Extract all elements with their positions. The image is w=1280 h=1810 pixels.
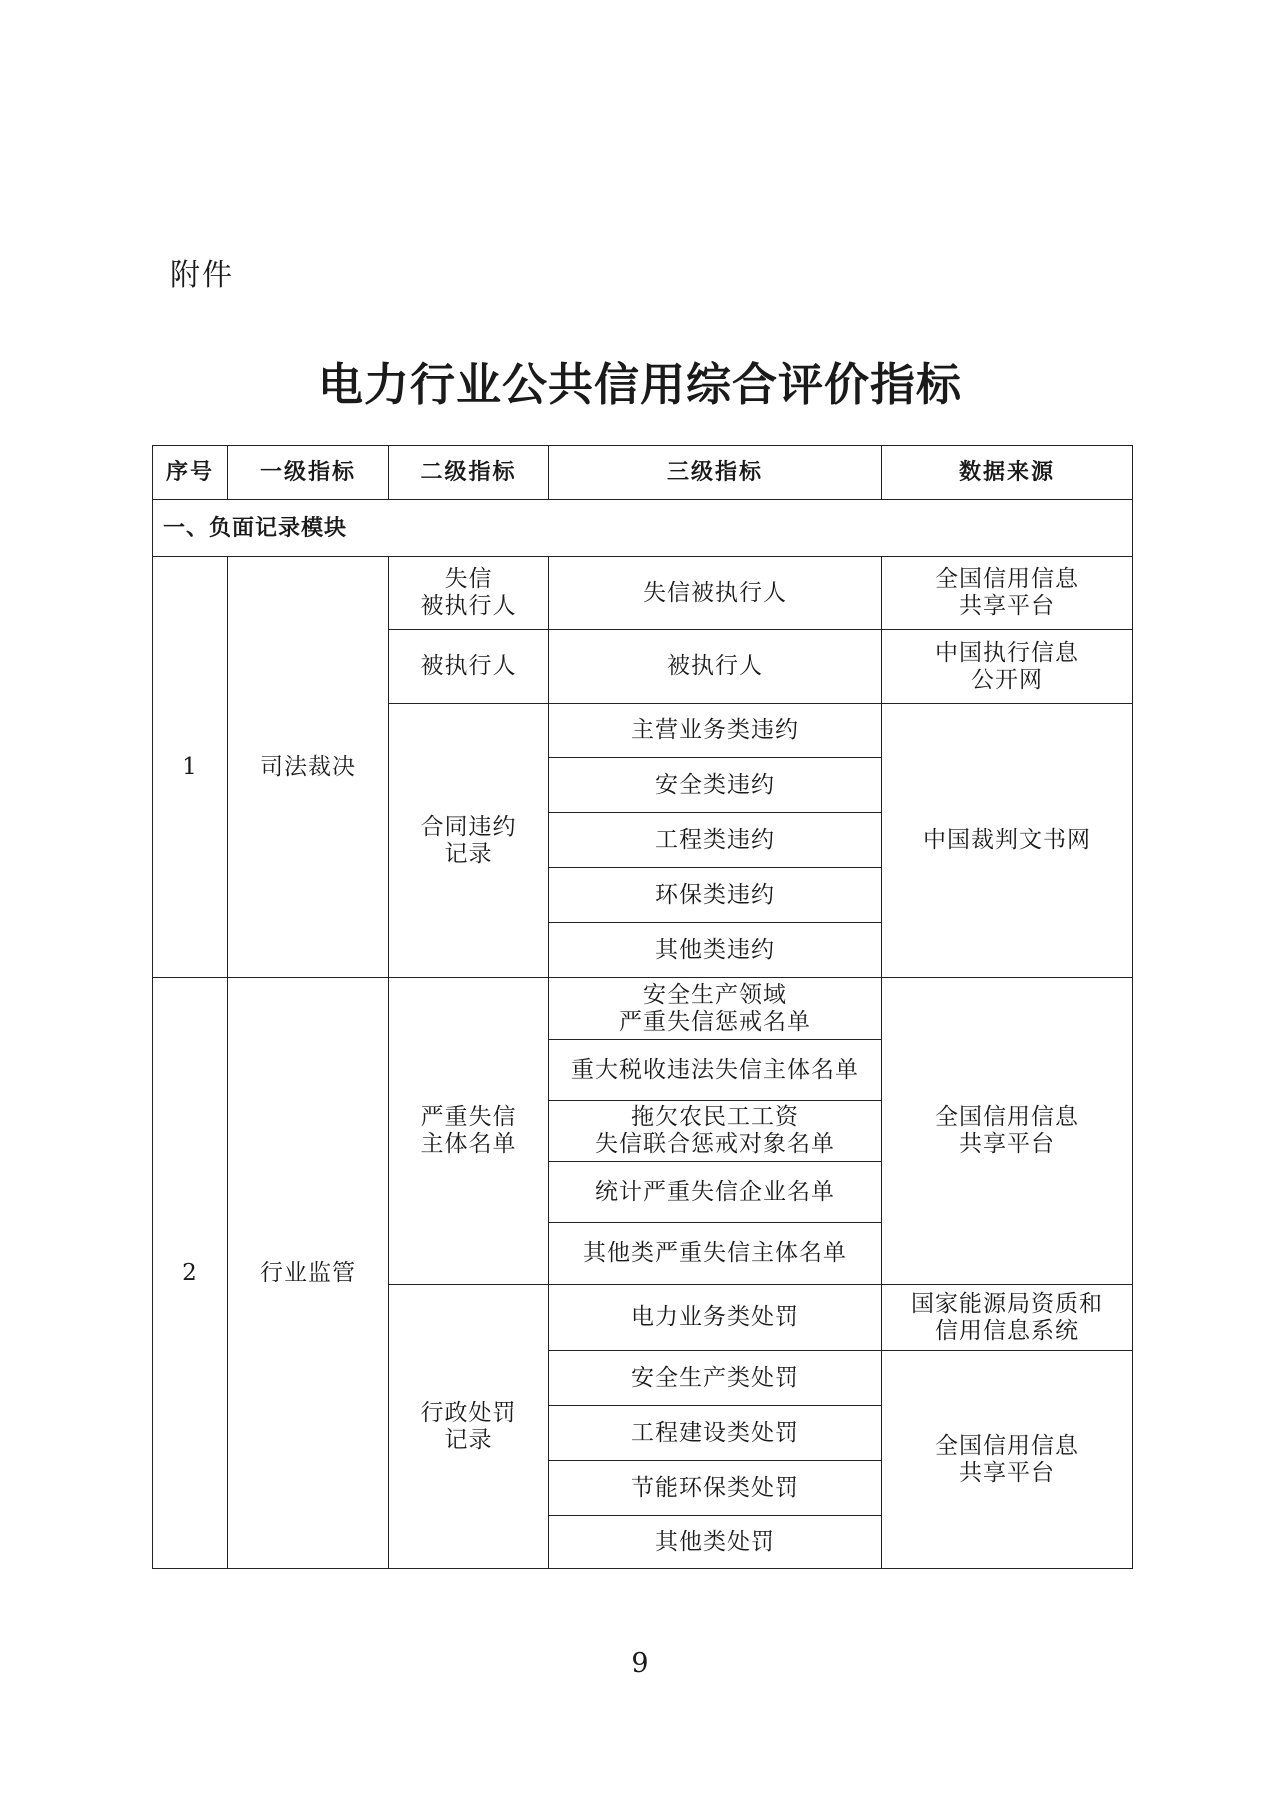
level3-cell: 失信被执行人 (549, 557, 882, 630)
level3-cell: 被执行人 (549, 630, 882, 704)
level3-cell: 工程类违约 (549, 813, 882, 868)
level3-cell: 电力业务类处罚 (549, 1285, 882, 1351)
header-seq: 序号 (153, 446, 228, 500)
level2-cell: 合同违约 记录 (389, 704, 549, 978)
level3-cell: 统计严重失信企业名单 (549, 1162, 882, 1223)
source-cell: 全国信用信息 共享平台 (882, 1351, 1133, 1569)
header-level3: 三级指标 (549, 446, 882, 500)
level3-cell: 安全类违约 (549, 758, 882, 813)
indicator-table (152, 445, 1133, 1569)
source-cell: 全国信用信息 共享平台 (882, 557, 1133, 630)
source-cell: 国家能源局资质和 信用信息系统 (882, 1285, 1133, 1351)
level3-cell: 安全生产类处罚 (549, 1351, 882, 1406)
level2-cell: 被执行人 (389, 630, 549, 704)
header-level1: 一级指标 (228, 446, 389, 500)
section-row (153, 500, 1133, 557)
level3-cell: 重大税收违法失信主体名单 (549, 1040, 882, 1101)
source-cell: 中国裁判文书网 (882, 704, 1133, 978)
table-header-row (153, 446, 1133, 500)
level3-cell: 节能环保类处罚 (549, 1461, 882, 1516)
level2-cell: 严重失信 主体名单 (389, 978, 549, 1285)
section-title: 一、负面记录模块 (153, 500, 1133, 557)
level3-cell: 其他类违约 (549, 923, 882, 978)
level3-cell: 其他类处罚 (549, 1516, 882, 1569)
table-row (153, 557, 1133, 630)
seq-cell: 1 (153, 557, 228, 978)
attachment-label: 附件 (170, 258, 234, 293)
level3-cell: 环保类违约 (549, 868, 882, 923)
source-cell: 中国执行信息 公开网 (882, 630, 1133, 704)
level1-cell: 司法裁决 (228, 557, 389, 978)
source-cell: 全国信用信息 共享平台 (882, 978, 1133, 1285)
level3-cell: 拖欠农民工工资 失信联合惩戒对象名单 (549, 1101, 882, 1162)
page-number: 9 (631, 1648, 649, 1679)
level3-cell: 主营业务类违约 (549, 704, 882, 758)
level3-cell: 其他类严重失信主体名单 (549, 1223, 882, 1285)
level2-cell: 行政处罚 记录 (389, 1285, 549, 1569)
level1-cell: 行业监管 (228, 978, 389, 1569)
level3-cell: 安全生产领域 严重失信惩戒名单 (549, 978, 882, 1040)
header-source: 数据来源 (882, 446, 1133, 500)
seq-cell: 2 (153, 978, 228, 1569)
document-title: 电力行业公共信用综合评价指标 (317, 358, 962, 411)
level3-cell: 工程建设类处罚 (549, 1406, 882, 1461)
level2-cell: 失信 被执行人 (389, 557, 549, 630)
table-row (153, 978, 1133, 1040)
header-level2: 二级指标 (389, 446, 549, 500)
